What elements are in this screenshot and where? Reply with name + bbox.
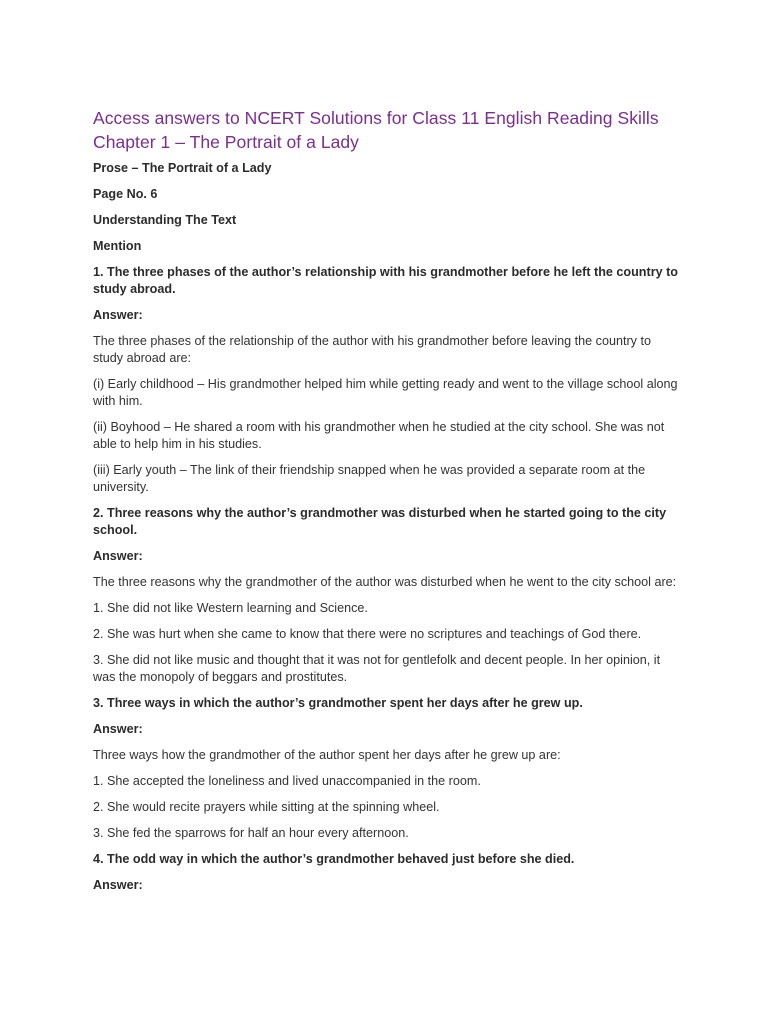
bold-paragraph: 4. The odd way in which the author’s grandmother behaved just before she died. [93, 852, 575, 866]
bold-paragraph: Answer: [93, 308, 143, 322]
document-body [93, 160, 678, 894]
paragraph: (ii) Boyhood – He shared a room with his grandmother when he studied at the city school. She was not able to help him in his studies. [93, 420, 665, 451]
bold-paragraph: 1. The three phases of the author’s relationship with his grandmother before he left the country to study abroad. [93, 265, 678, 296]
paragraph: 1. She accepted the loneliness and lived unaccompanied in the room. [93, 774, 481, 788]
paragraph: (i) Early childhood – His grandmother helped him while getting ready and went to the village school along with him. [93, 377, 678, 408]
paragraph: 2. She was hurt when she came to know that there were no scriptures and teachings of God there. [93, 627, 642, 641]
paragraph: The three reasons why the grandmother of the author was disturbed when he went to the city school are: [93, 575, 677, 589]
paragraph: Three ways how the grandmother of the author spent her days after he grew up are: [93, 748, 561, 762]
document-title: Access answers to NCERT Solutions for Class 11 English Reading Skills Chapter 1 – The Portrait of a Lady [93, 108, 659, 152]
bold-paragraph: 2. Three reasons why the author’s grandmother was disturbed when he started going to the city school. [93, 506, 667, 537]
paragraph: (iii) Early youth – The link of their friendship snapped when he was provided a separate room at the university. [93, 463, 646, 494]
bold-paragraph: Understanding The Text [93, 213, 237, 227]
paragraph: 3. She fed the sparrows for half an hour every afternoon. [93, 826, 409, 840]
paragraph: 2. She would recite prayers while sitting at the spinning wheel. [93, 800, 440, 814]
bold-paragraph: Answer: [93, 878, 143, 892]
bold-paragraph: Answer: [93, 722, 143, 736]
bold-paragraph: 3. Three ways in which the author’s grandmother spent her days after he grew up. [93, 696, 583, 710]
bold-paragraph: Prose – The Portrait of a Lady [93, 161, 272, 175]
document-page [93, 106, 678, 903]
paragraph: 1. She did not like Western learning and Science. [93, 601, 368, 615]
paragraph: The three phases of the relationship of the author with his grandmother before leaving the country to study abroad are: [93, 334, 651, 365]
bold-paragraph: Answer: [93, 549, 143, 563]
paragraph: 3. She did not like music and thought that it was not for gentlefolk and decent people. In her opinion, it was the monopoly of beggars and prostitutes. [93, 653, 661, 684]
bold-paragraph: Mention [93, 239, 142, 253]
bold-paragraph: Page No. 6 [93, 187, 158, 201]
